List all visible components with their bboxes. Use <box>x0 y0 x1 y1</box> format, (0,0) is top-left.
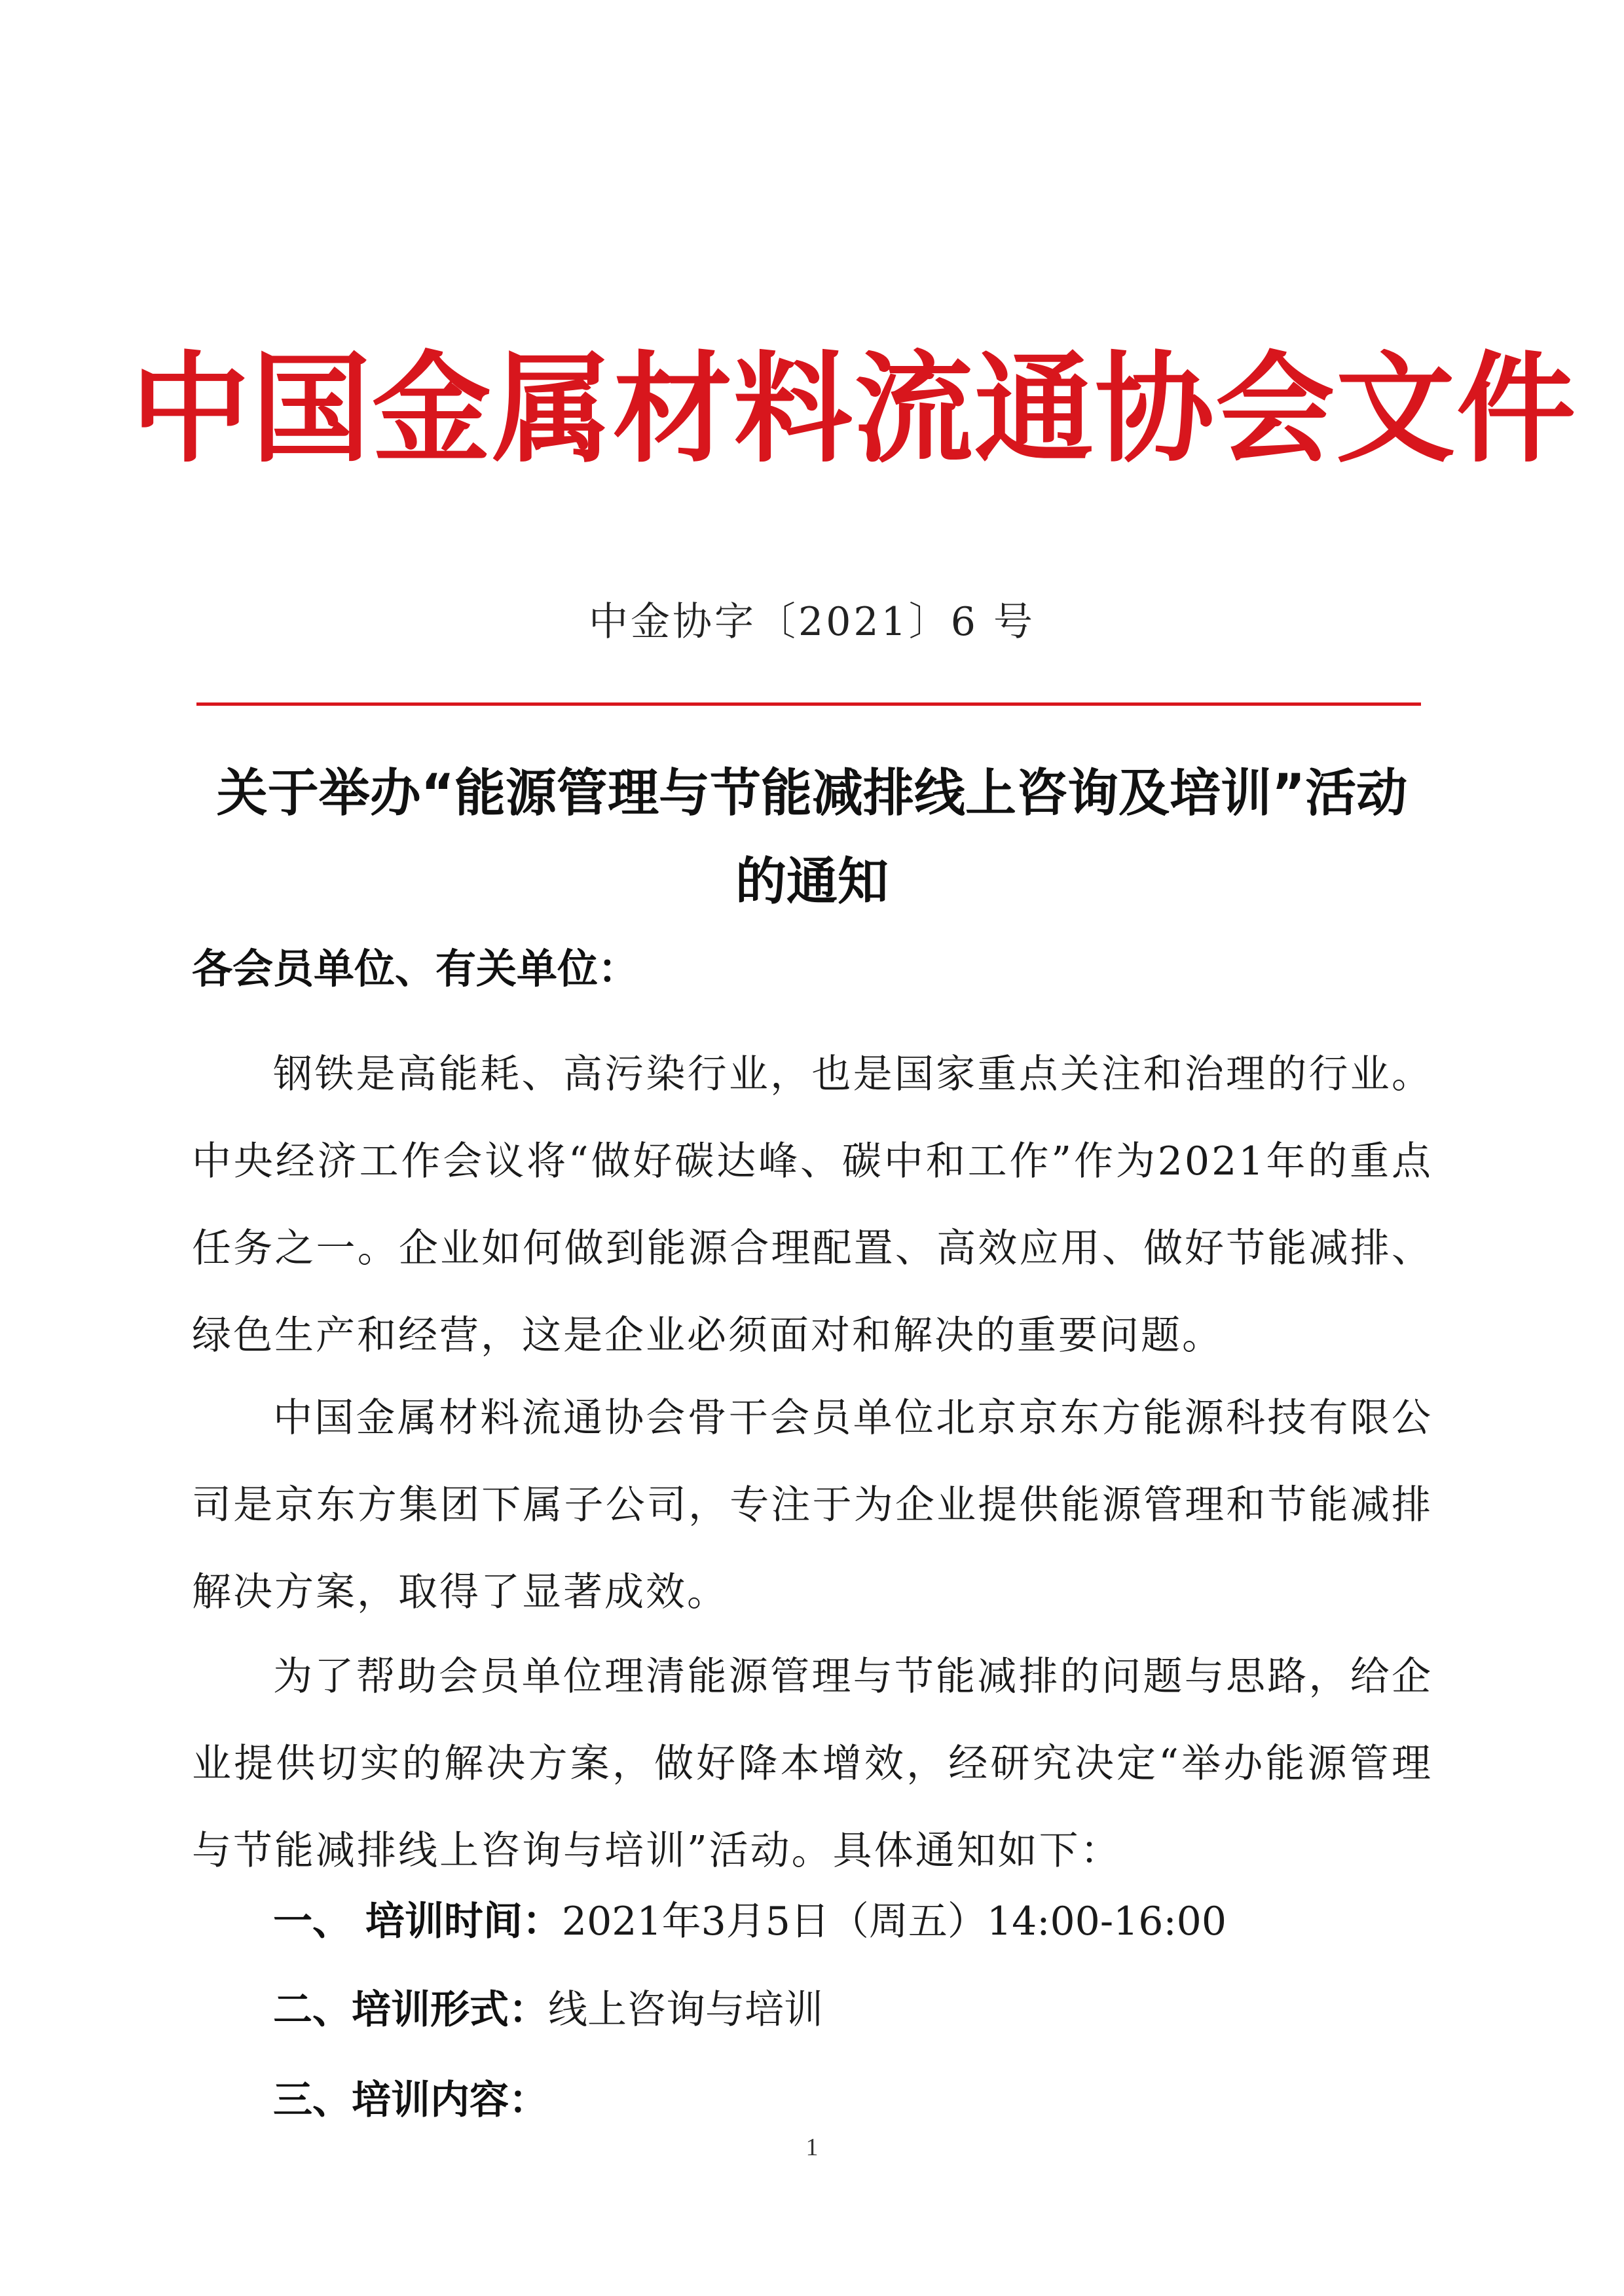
item-label: 一、 培训时间： <box>273 1899 562 1944</box>
red-divider-rule <box>196 702 1421 706</box>
salutation: 各会员单位、有关单位： <box>192 945 639 993</box>
item-label: 二、培训形式： <box>273 1987 548 2033</box>
body-paragraph: 钢铁是高能耗、高污染行业，也是国家重点关注和治理的行业。中央经济工作会议将“做好碳达峰、碳中和工作”作为2021年的重点任务之一。企业如何做到能源合理配置、高效应用、做好节能减排、绿色生产和经营，这是企业必须面对和解决的重要问题。 <box>192 1051 1433 1358</box>
item-label: 三、培训内容： <box>273 2077 548 2123</box>
item-value: 2021年3月5日（周五）14:00-16:00 <box>561 1899 1227 1944</box>
list-item-training-time <box>273 1889 1227 1954</box>
notice-title: 关于举办“能源管理与节能减排线上咨询及培训”活动的通知 <box>216 764 1408 911</box>
document-header-title: 中国金属材料流通协会文件 <box>131 340 1577 479</box>
body-paragraph: 为了帮助会员单位理清能源管理与节能减排的问题与思路，给企业提供切实的解决方案，做好降本增效，经研究决定“举办能源管理与节能减排线上咨询与培训”活动。具体通知如下： <box>192 1654 1433 1874</box>
document-number: 中金协字〔2021〕6 号 <box>589 599 1035 645</box>
body-paragraph: 中国金属材料流通协会骨干会员单位北京京东方能源科技有限公司是京东方集团下属子公司，专注于为企业提供能源管理和节能减排解决方案，取得了显著成效。 <box>192 1395 1433 1615</box>
list-item-training-content <box>273 2068 548 2133</box>
item-value: 线上咨询与培训 <box>548 1987 823 2033</box>
page-number: 1 <box>805 2134 819 2161</box>
list-item-training-format <box>273 1977 823 2043</box>
